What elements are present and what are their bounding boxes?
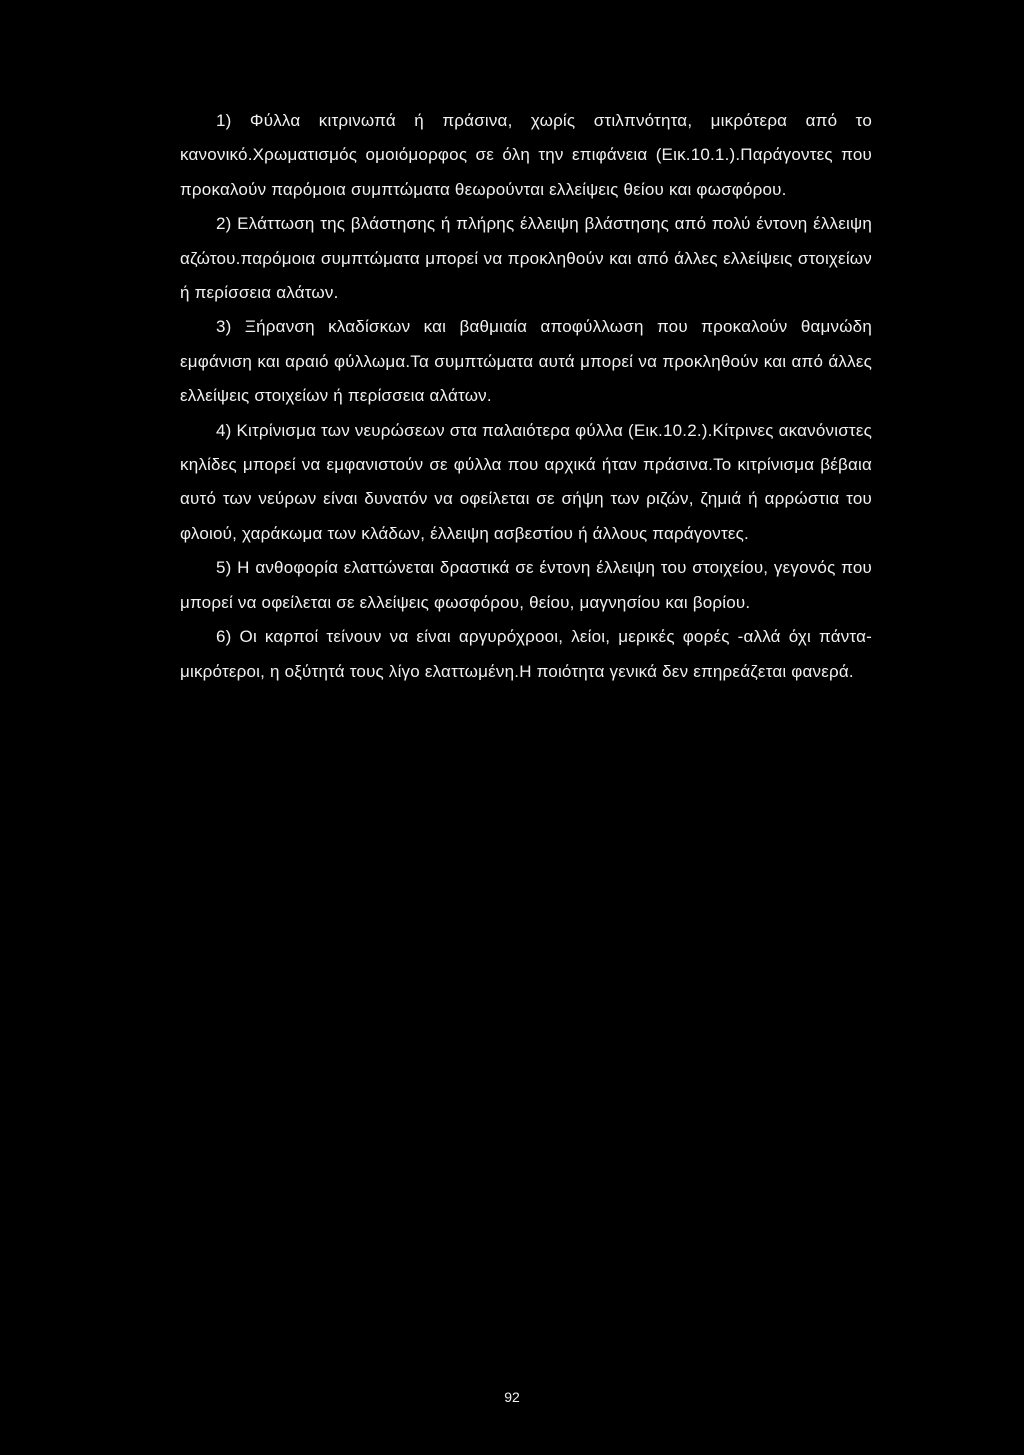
symptom-paragraph-3: 3) Ξήρανση κλαδίσκων και βαθμιαία αποφύλλωση που προκαλούν θαμνώδη εμφάνιση και αραιό φύλλωμα.Τα συμπτώματα αυτά μπορεί να προκληθούν και από άλλες ελλείψεις στοιχείων ή περίσσεια αλάτων.	[180, 317, 872, 406]
symptom-paragraph-6: 6) Οι καρποί τείνουν να είναι αργυρόχροοι, λείοι, μερικές φορές -αλλά όχι πάντα- μικρότεροι, η οξύτητά τους λίγο ελαττωμένη.Η ποιότητα γενικά δεν επηρεάζεται φανερά.	[180, 627, 872, 681]
symptom-paragraph-5: 5) Η ανθοφορία ελαττώνεται δραστικά σε έντονη έλλειψη του στοιχείου, γεγονός που μπορεί να οφείλεται σε ελλείψεις φωσφόρου, θείου, μαγνησίου και βορίου.	[180, 558, 872, 612]
page-number: 92	[504, 1389, 520, 1405]
symptom-paragraph-2: 2) Ελάττωση της βλάστησης ή πλήρης έλλειψη βλάστησης από πολύ έντονη έλλειψη αζώτου.παρόμοια συμπτώματα μπορεί να προκληθούν και από άλλες ελλείψεις στοιχείων ή περίσσεια αλάτων.	[180, 214, 872, 303]
symptom-paragraph-4: 4) Κιτρίνισμα των νευρώσεων στα παλαιότερα φύλλα (Εικ.10.2.).Κίτρινες ακανόνιστες κηλίδες μπορεί να εμφανιστούν σε φύλλα που αρχικά ήταν πράσινα.Το κιτρίνισμα βέβαια αυτό των νεύρων είναι δυνατόν να οφείλεται σε σήψη των ριζών, ζημιά ή αρρώστια του φλοιού, χαράκωμα των κλάδων, έλλειψη ασβεστίου ή άλλους παράγοντες.	[180, 420, 872, 543]
symptom-paragraph-1: 1) Φύλλα κιτρινωπά ή πράσινα, χωρίς στιλπνότητα, μικρότερα από το κανονικό.Χρωματισμός ομοιόμορφος σε όλη την επιφάνεια (Εικ.10.1.).Παράγοντες που προκαλούν παρόμοια συμπτώματα θεωρούνται ελλείψεις θείου και φωσφόρου.	[180, 111, 872, 199]
page-body	[180, 104, 872, 689]
